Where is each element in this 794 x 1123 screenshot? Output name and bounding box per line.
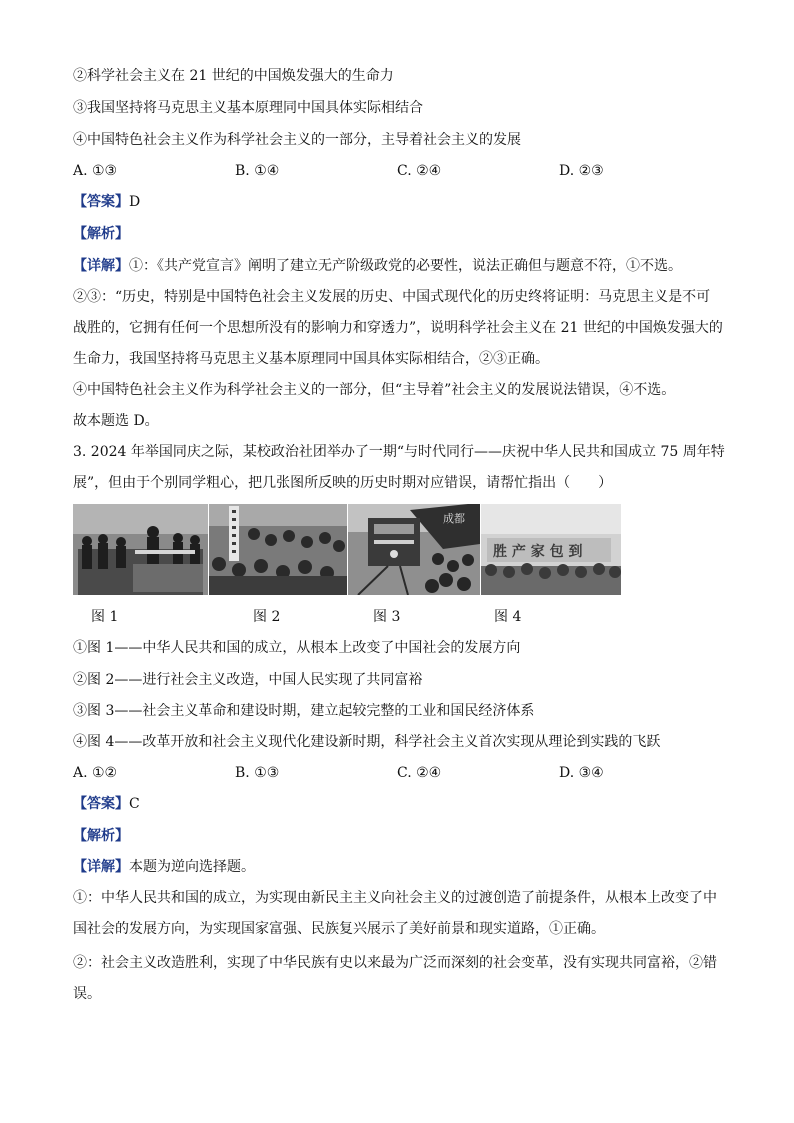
- q3-statement-3: ③图 3——社会主义革命和建设时期，建立起较完整的工业和国民经济体系: [73, 703, 535, 719]
- fig-label-1: 图 1: [91, 609, 119, 625]
- q3-stem-2: 展”，但由于个别同学粗心，把几张图所反映的历史时期对应错误，请帮忙指出（ ）: [73, 475, 613, 491]
- q3-option-b: B. ①③: [235, 765, 280, 781]
- q2-option-c: C. ②④: [397, 163, 442, 179]
- line-statement-2: ②科学社会主义在 21 世纪的中国焕发强大的生命力: [73, 68, 394, 84]
- q3-statement-1: ①图 1——中华人民共和国的成立，从根本上改变了中国社会的发展方向: [73, 640, 521, 656]
- q3-detail-4: 误。: [73, 986, 101, 1002]
- q2-detail-3: 战胜的，它拥有任何一个思想所没有的影响力和穿透力”，说明科学社会主义在 21 世纪的中国焕发强大的: [73, 320, 723, 336]
- q2-answer: [73, 192, 140, 212]
- q3-option-c: C. ②④: [397, 765, 442, 781]
- detail3-tag: 【详解】: [73, 859, 129, 875]
- q3-analysis: [73, 826, 129, 846]
- q3-statement-2: ②图 2——进行社会主义改造，中国人民实现了共同富裕: [73, 672, 423, 688]
- fig-label-2: 图 2: [253, 609, 281, 625]
- fig-label-4: 图 4: [494, 609, 522, 625]
- q3-option-a: A. ①②: [73, 765, 118, 781]
- q2-detail-4: 生命力，我国坚持将马克思主义基本原理同中国具体实际相结合，②③正确。: [73, 351, 549, 367]
- answer3-tag: 【答案】: [73, 796, 129, 812]
- q3-answer: [73, 794, 140, 814]
- analysis3-tag: 【解析】: [73, 828, 129, 844]
- answer3-value: C: [129, 796, 140, 812]
- detail3-text: 本题为逆向选择题。: [129, 859, 255, 875]
- q3-detail-0: [73, 857, 255, 877]
- q3-detail-3: ②：社会主义改造胜利，实现了中华民族有史以来最为广泛而深刻的社会变革，没有实现共同富裕，②错: [73, 955, 717, 971]
- q2-option-a: A. ①③: [73, 163, 118, 179]
- photo-3-train-arrival: [348, 504, 480, 595]
- q3-detail-1: ①：中华人民共和国的成立，为实现由新民主主义向社会主义的过渡创造了前提条件，从根本上改变了中: [73, 890, 717, 906]
- q2-option-b: B. ①④: [235, 163, 280, 179]
- photo-2-celebration-crowd: [209, 504, 347, 595]
- line-statement-4: ④中国特色社会主义作为科学社会主义的一部分，主导着社会主义的发展: [73, 132, 521, 148]
- answer-tag: 【答案】: [73, 194, 129, 210]
- q2-option-d: D. ②③: [559, 163, 604, 179]
- photo3-sign-text: 成都: [443, 512, 465, 525]
- answer-value: D: [129, 194, 141, 210]
- photo-strip: [73, 504, 621, 595]
- photo-4-contract-banner: [481, 504, 621, 595]
- q2-analysis: [73, 224, 129, 244]
- q2-detail-1: [73, 256, 682, 276]
- analysis-tag: 【解析】: [73, 226, 129, 242]
- q3-option-d: D. ③④: [559, 765, 604, 781]
- q2-detail-5: ④中国特色社会主义作为科学社会主义的一部分，但“主导着”社会主义的发展说法错误，④不选。: [73, 382, 676, 398]
- photo4-banner-text: 胜 产 家 包 到: [493, 544, 583, 560]
- fig-label-3: 图 3: [373, 609, 401, 625]
- q2-conclusion: 故本题选 D。: [73, 413, 159, 429]
- detail-tag: 【详解】: [73, 258, 129, 274]
- detail-text: ①：《共产党宣言》阐明了建立无产阶级政党的必要性，说法正确但与题意不符，①不选。: [129, 258, 682, 274]
- q3-detail-2: 国社会的发展方向，为实现国家富强、民族复兴展示了美好前景和现实道路，①正确。: [73, 921, 605, 937]
- q3-statement-4: ④图 4——改革开放和社会主义现代化建设新时期，科学社会主义首次实现从理论到实践的飞跃: [73, 734, 661, 750]
- q3-stem-1: 3. 2024 年举国同庆之际，某校政治社团举办了一期“与时代同行——庆祝中华人民共和国成立 75 周年特: [73, 444, 725, 460]
- q2-detail-2: ②③：“历史，特别是中国特色社会主义发展的历史、中国式现代化的历史终将证明：马克思主义是不可: [73, 289, 711, 305]
- photo-1-founding-ceremony: [73, 504, 208, 595]
- line-statement-3: ③我国坚持将马克思主义基本原理同中国具体实际相结合: [73, 100, 423, 116]
